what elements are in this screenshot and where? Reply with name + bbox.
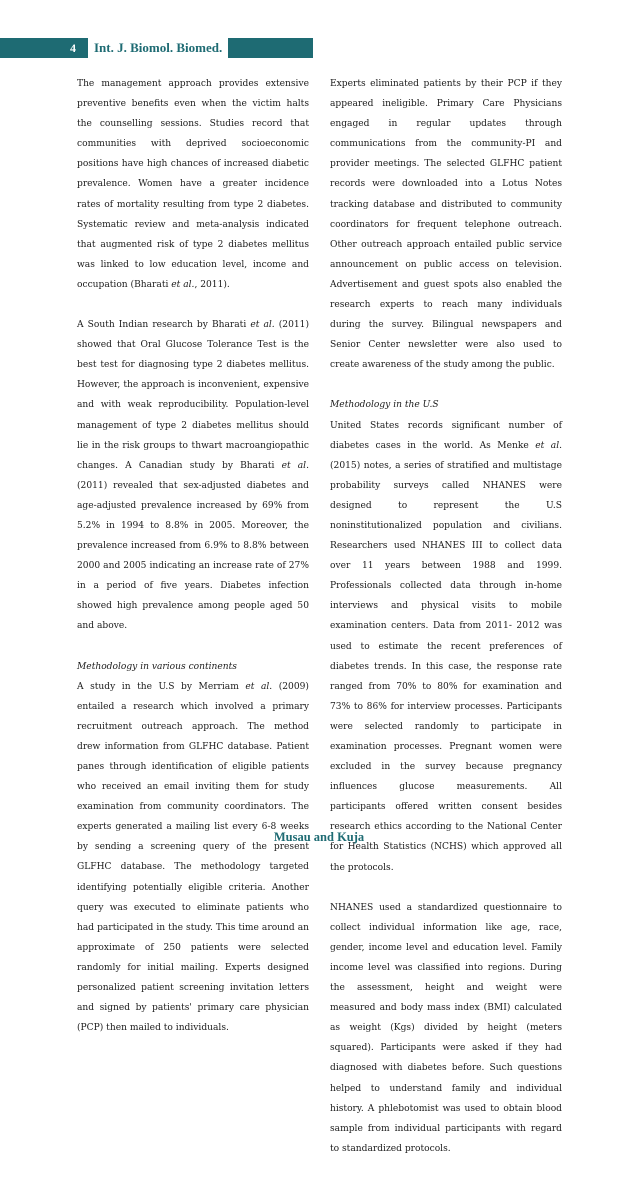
paragraph: Experts eliminated patients by their PCP if they appeared ineligible. Primary Care Physicians engaged in regular updates through communications from the community-PI and provider meetings. The selected GLFHC patient records were downloaded into a Lotus Notes tracking database and distributed to community coordinators for frequent telephone outreach. Other outreach approach entailed public service announcement on public access on television. Advertisement and guest spots also enabled the research experts to reach many individuals during the survey. Bilingual newspapers and Senior Center newsletter were also used to create awareness of the study among the public. [330,79,562,371]
paragraph: A South Indian research by Bharati et al. (2011) showed that Oral Glucose Tolerance Test is the best test for diagnosing type 2 diabetes mellitus. However, the approach is inconvenient, expensive and with weak reproducibility. Population-level management of type 2 diabetes mellitus should lie in the risk groups to thwart macroangiopathic changes. A Canadian study by Bharati et al. (2011) revealed that sex-adjusted diabetes and age-adjusted prevalence increased by 69% from 5.2% in 1994 to 8.8% in 2005. Moreover, the prevalence increased from 6.9% to 8.8% between 2000 and 2005 indicating an increase rate of 27% in a period of five years. Diabetes infection showed high prevalence among people aged 50 and above. [77,320,309,632]
paragraph: The management approach provides extensive preventive benefits even when the victim halts the counselling sessions. Studies record that communities with deprived socioeconomic positions have high chances of increased diabetic prevalence. Women have a greater incidence rates of mortality resulting from type 2 diabetes. Systematic review and meta-analysis indicated that augmented risk of type 2 diabetes mellitus was linked to low education level, income and occupation (Bharati et al., 2011). [77,79,309,290]
paragraph: A study in the U.S by Merriam et al. (2009) entailed a research which involved a primary recruitment outreach approach. The method drew information from GLFHC database. Patient panes through identification of eligible patients who received an email inviting them for study examination from community coordinators. The experts generated a mailing list every 6-8 weeks by sending a screening query of the present GLFHC database. The methodology targeted identifying potentially eligible criteria. Another query was executed to eliminate patients who had participated in the study. This time around an approximate of 250 patients were selected randomly for initial mailing. Experts designed personalized patient screening invitation letters and signed by patients' primary care physician (PCP) then mailed to individuals. [77,681,309,1034]
right-column [330,74,562,1179]
paragraph: United States records significant number of diabetes cases in the world. As Menke et al. (2015) notes, a series of stratified and multistage probability surveys called NHANES were designed to represent the U.S noninstitutionalized population and civilians. Researchers used NHANES III to collect data over 11 years between 1988 and 1999. Professionals collected data through in-home interviews and physical visits to mobile examination centers. Data from 2011- 2012 was used to estimate the recent preferences of diabetes trends. In this case, the response rate ranged from 70% to 80% for examination and 73% to 86% for interview processes. Participants were selected randomly to participate in examination processes. Pregnant women were excluded in the survey because pregnancy influences glucose measurements. All participants offered written consent besides research ethics according to the National Center for Health Statistics (NCHS) which approved all the protocols. [330,420,562,873]
page-number: 4 [70,41,76,55]
section-heading: Methodology in the U.S [330,400,439,411]
journal-title: Int. J. Biomol. Biomed. [88,38,228,58]
header-bar [0,38,313,58]
section-heading: Methodology in various continents [77,661,237,672]
footer-authors: Musau and Kuja [273,830,365,844]
paragraph: NHANES used a standardized questionnaire to collect individual information like age, race, gender, income level and education level. Family income level was classified into regions. During the assessment, height and weight were measured and body mass index (BMI) calculated as weight (Kgs) divided by height (meters squared). Participants were asked if they had diagnosed with diabetes before. Such questions helped to understand family and individual history. A phlebotomist was used to obtain blood sample from individual participants with regard to standardized protocols. [330,902,562,1154]
left-column [77,74,309,1058]
